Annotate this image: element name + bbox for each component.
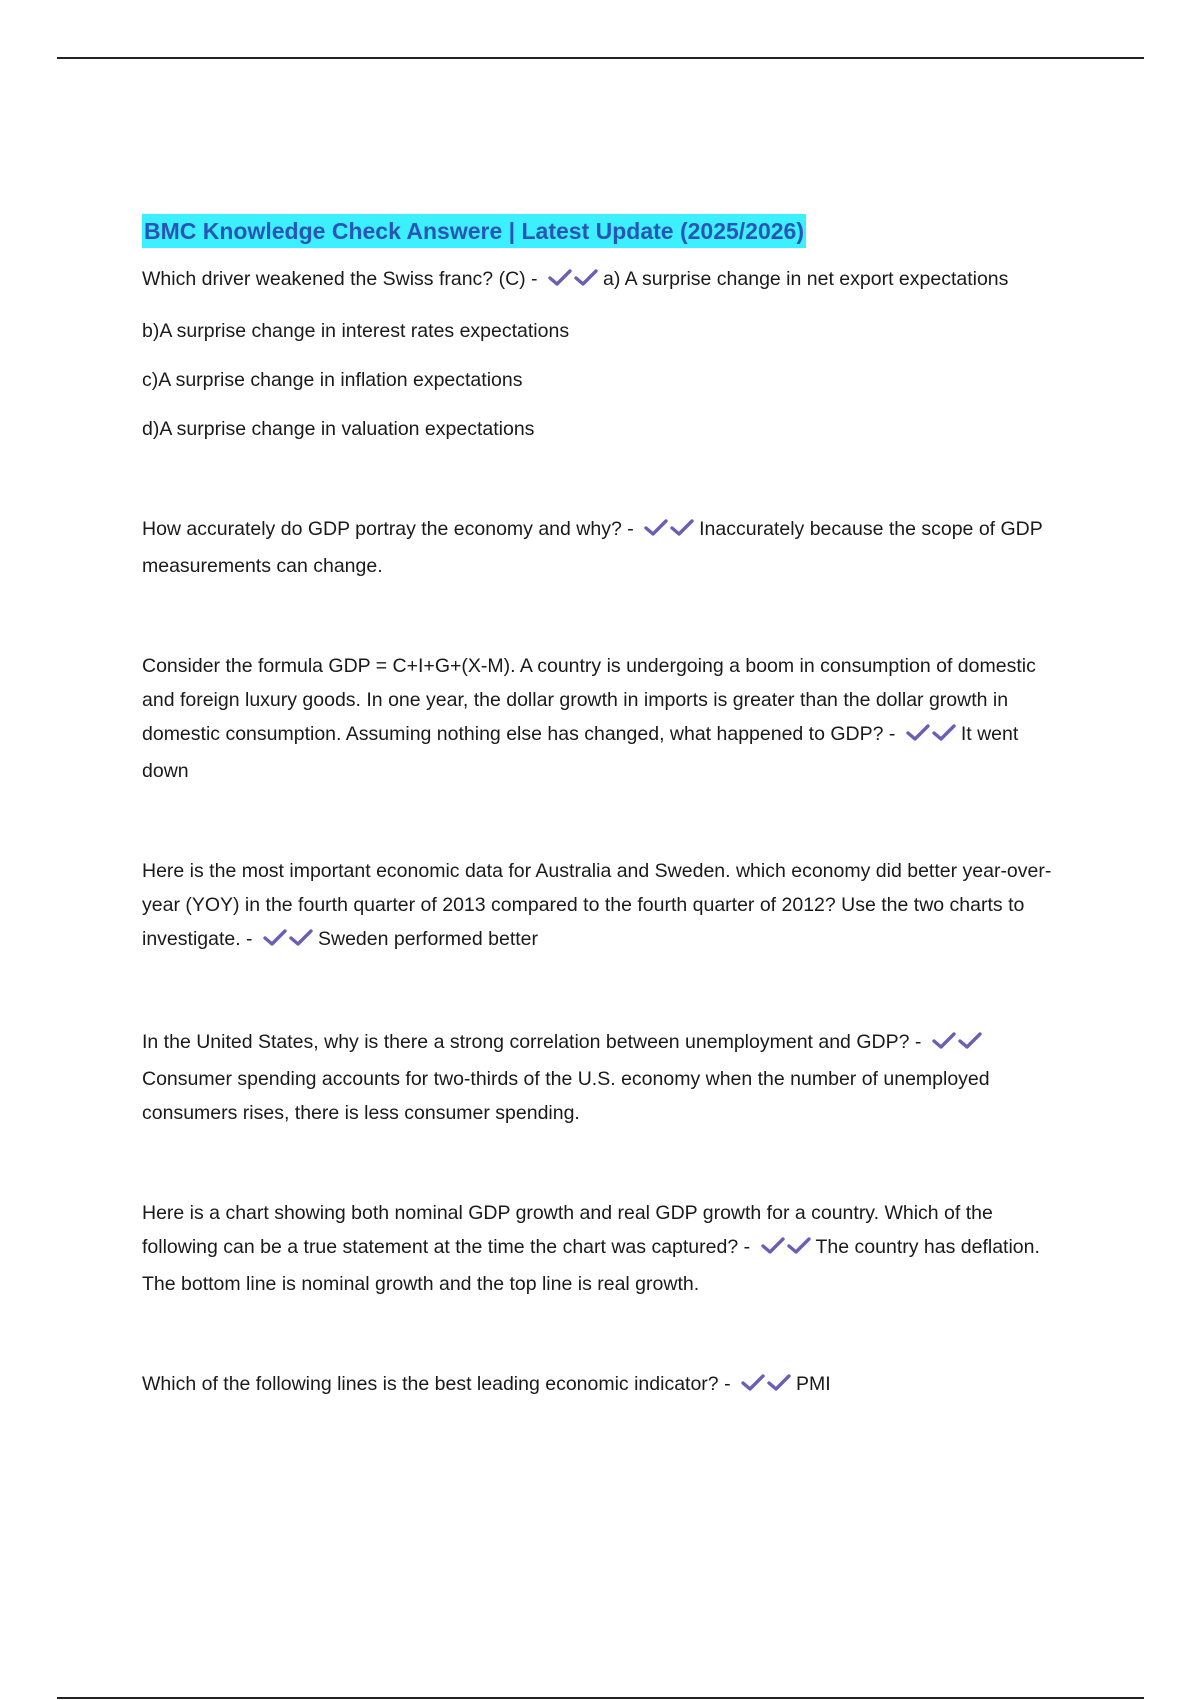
double-check-icon: [931, 1028, 983, 1062]
answer-text: Sweden performed better: [317, 928, 539, 950]
check-icon: [905, 723, 931, 743]
check-icon: [740, 1373, 766, 1393]
answer-text: The country has deflation. The bottom line is nominal growth and the top line is real growth.: [142, 1236, 1040, 1295]
check-icon: [643, 518, 669, 538]
double-check-icon: [905, 720, 957, 754]
check-icon: [288, 928, 314, 948]
double-check-icon: [740, 1370, 792, 1404]
qa-item-2: [142, 512, 1062, 583]
double-check-icon: [547, 265, 599, 299]
question-text: How accurately do GDP portray the economy and why? -: [142, 518, 634, 540]
document-body: [142, 214, 1062, 1404]
answer-text: PMI: [795, 1373, 831, 1395]
footer-rule: [57, 1697, 1144, 1699]
option-b: b)A surprise change in interest rates expectations: [142, 320, 570, 342]
document-title: BMC Knowledge Check Answere | Latest Update (2025/2026): [142, 214, 806, 248]
double-check-icon: [643, 515, 695, 549]
option-d: d)A surprise change in valuation expectations: [142, 418, 535, 440]
check-icon: [766, 1373, 792, 1393]
check-icon: [957, 1031, 983, 1051]
question-text: Consider the formula GDP = C+I+G+(X-M). A country is undergoing a boom in consumption of domestic and foreign luxury goods. In one year, the dollar growth in imports is greater than the dollar growth in domestic consumption. Assuming nothing else has changed, what happened to GDP? -: [142, 655, 1036, 745]
answer-text: Consumer spending accounts for two-thirds of the U.S. economy when the number of unemployed consumers rises, there is less consumer spending.: [142, 1068, 990, 1124]
question-text: Which of the following lines is the best leading economic indicator? -: [142, 1373, 731, 1395]
check-icon: [931, 723, 957, 743]
question-text: In the United States, why is there a strong correlation between unemployment and GDP? -: [142, 1031, 922, 1053]
qa-item-3: [142, 649, 1062, 788]
double-check-icon: [262, 925, 314, 959]
qa-item-6: [142, 1196, 1062, 1301]
question-text: Here is a chart showing both nominal GDP growth and real GDP growth for a country. Which of the following can be a true statement at the time the chart was captured? -: [142, 1202, 993, 1258]
check-icon: [760, 1236, 786, 1256]
qa-item-7: [142, 1367, 1062, 1404]
check-icon: [547, 268, 573, 288]
check-icon: [931, 1031, 957, 1051]
qa-item-1: [142, 262, 1062, 299]
double-check-icon: [760, 1233, 812, 1267]
question-text: Here is the most important economic data for Australia and Sweden. which economy did better year-over-year (YOY) in the fourth quarter of 2013 compared to the fourth quarter of 2012? Use the two charts to investigate. -: [142, 860, 1052, 950]
answer-text: It went down: [142, 723, 1019, 782]
check-icon: [669, 518, 695, 538]
option-c: c)A surprise change in inflation expectations: [142, 369, 523, 391]
header-rule: [57, 57, 1144, 59]
answer-text: Inaccurately because the scope of GDP measurements can change.: [142, 518, 1043, 577]
qa-item-5: [142, 1025, 1062, 1130]
answer-text: a) A surprise change in net export expectations: [602, 268, 1009, 290]
check-icon: [262, 928, 288, 948]
qa-item-4: [142, 854, 1062, 959]
question-text: Which driver weakened the Swiss franc? (C) -: [142, 268, 538, 290]
check-icon: [786, 1236, 812, 1256]
check-icon: [573, 268, 599, 288]
